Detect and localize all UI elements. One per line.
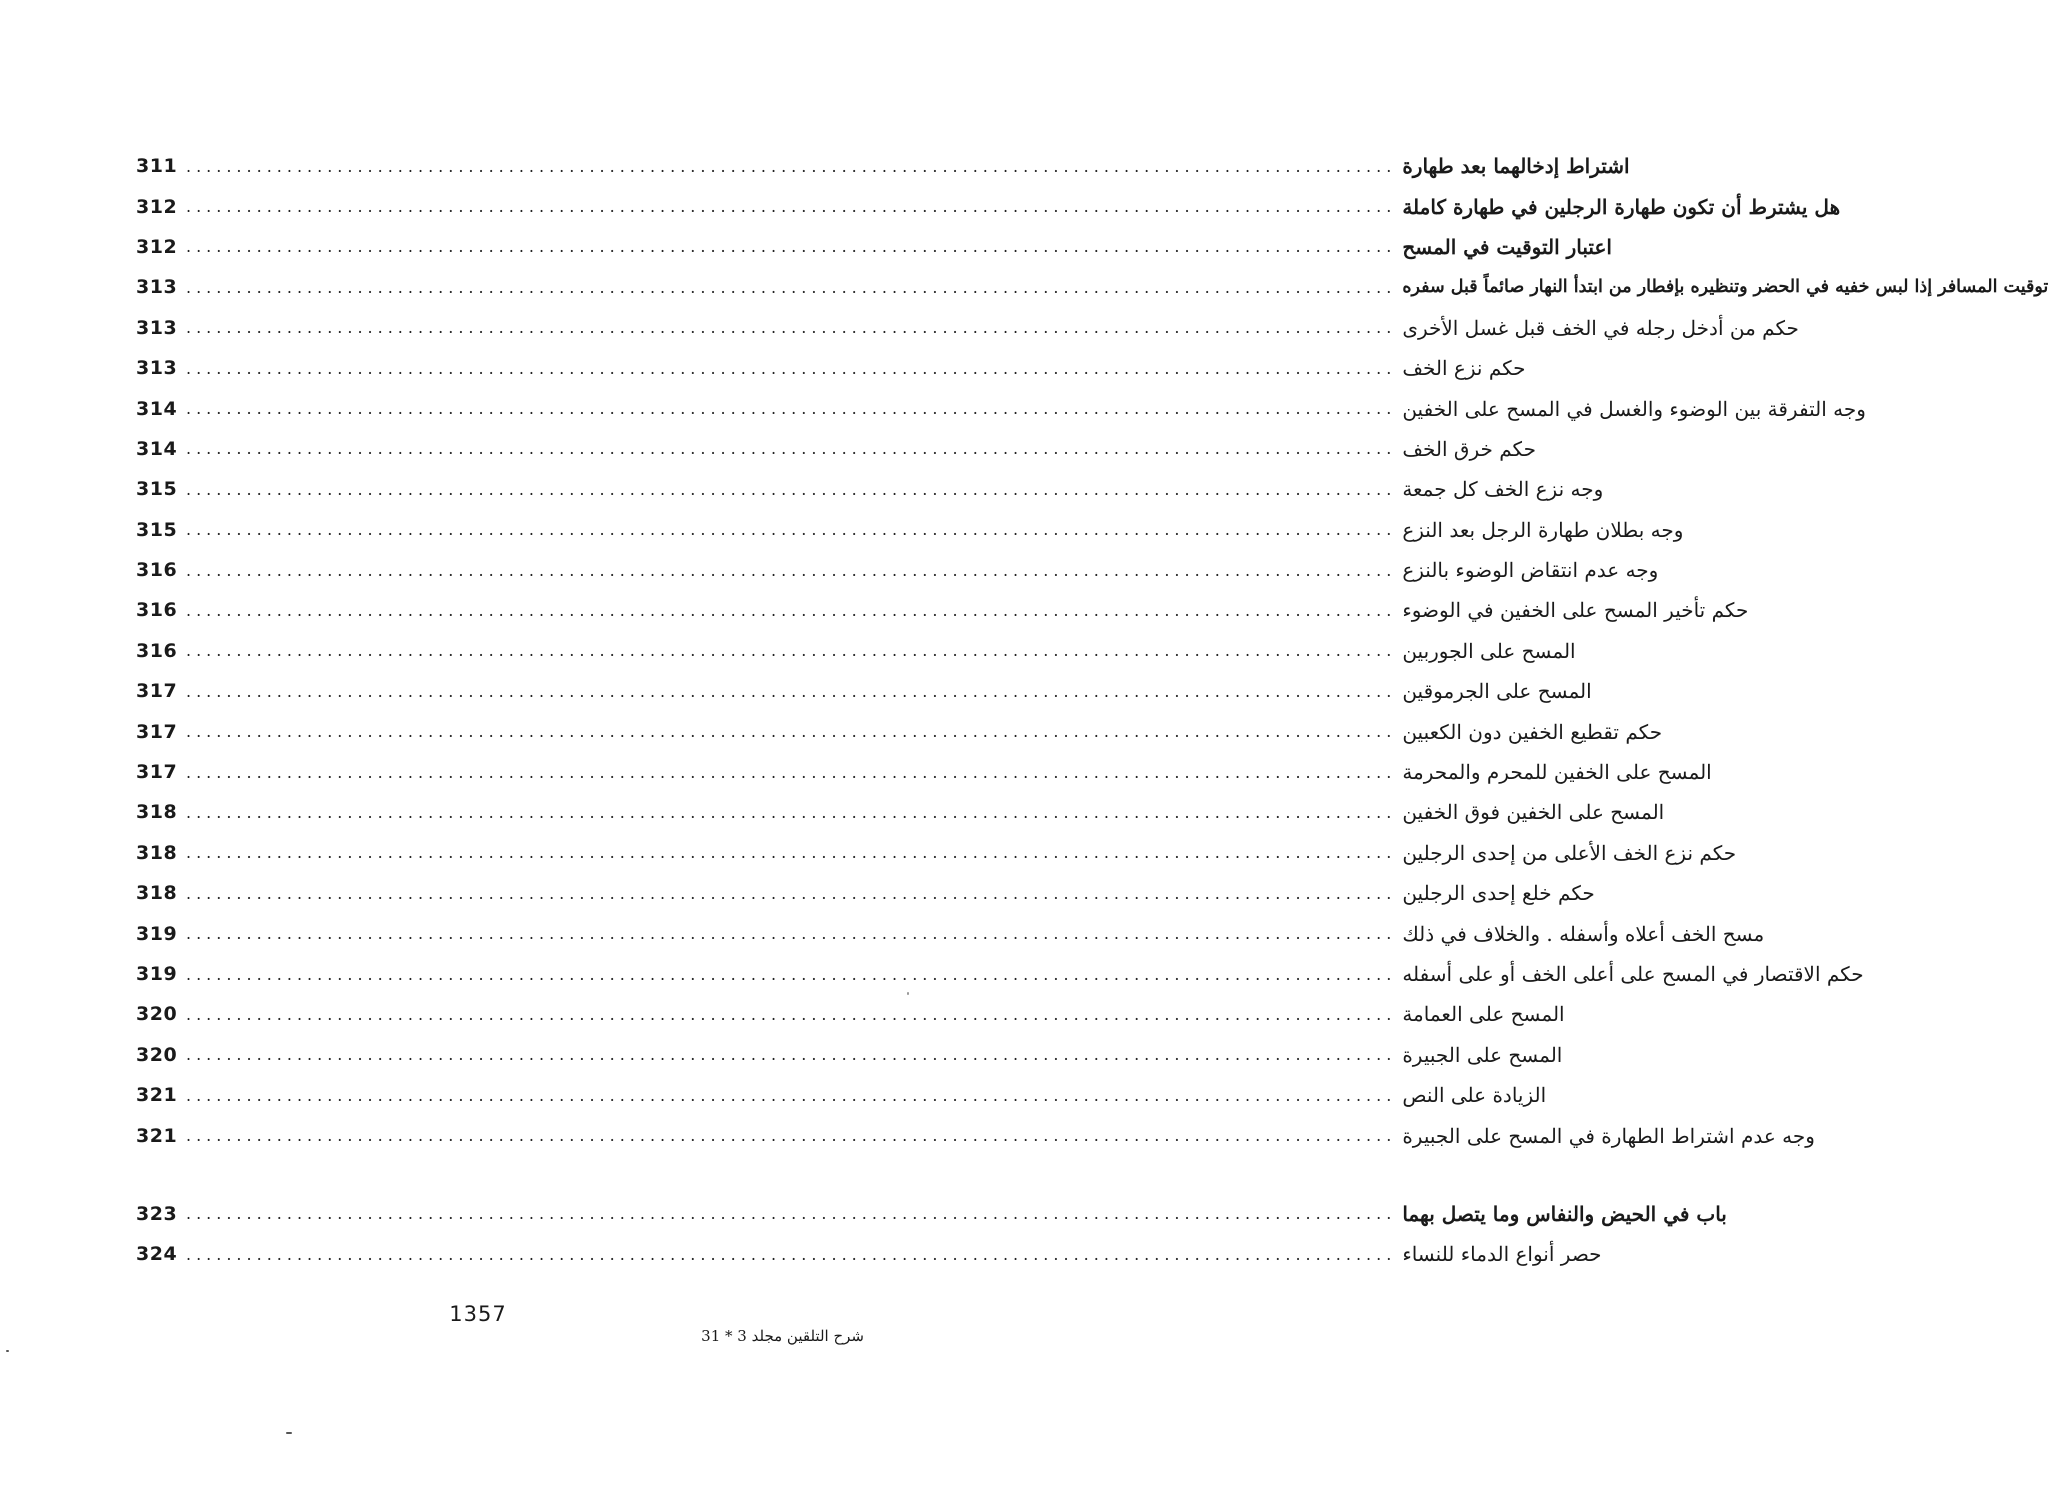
toc-entry xyxy=(136,752,1712,792)
dot-leader: ........................................................................................................................ xyxy=(186,883,1397,903)
toc-page-number: 320 xyxy=(136,1003,178,1026)
toc-entry xyxy=(136,510,1684,550)
toc-page-number: 313 xyxy=(136,316,178,339)
toc-section-main xyxy=(136,146,2048,1156)
toc-entry xyxy=(136,429,1536,469)
dot-leader: ........................................................................................................................ xyxy=(186,1085,1397,1105)
toc-entry xyxy=(136,267,2048,307)
section-gap xyxy=(136,1156,868,1194)
dot-leader: ........................................................................................................................ xyxy=(186,681,1397,701)
toc-entry-title: المسح على الجوربين xyxy=(1402,638,1576,663)
dot-leader: ........................................................................................................................ xyxy=(186,1004,1397,1024)
toc-page-number: 321 xyxy=(136,1084,178,1107)
toc-entry xyxy=(136,954,1864,994)
dot-leader: ........................................................................................................................ xyxy=(186,277,1397,297)
dot-leader: ........................................................................................................................ xyxy=(186,439,1397,459)
toc-entry xyxy=(136,1115,1815,1155)
toc-entry xyxy=(136,550,1659,590)
toc-page-number: 312 xyxy=(136,195,178,218)
toc-entry-title: وجه التفرقة بين الوضوء والغسل في المسح على الخفين xyxy=(1402,396,1866,421)
toc-page-number: 319 xyxy=(136,963,178,985)
toc-entry xyxy=(136,388,1866,428)
dot-leader: ........................................................................................................................ xyxy=(186,1244,1397,1264)
dot-leader: ........................................................................................................................ xyxy=(186,600,1397,620)
table-of-contents xyxy=(136,146,2048,1275)
dot-leader: ........................................................................................................................ xyxy=(186,1204,1397,1224)
toc-entry xyxy=(136,348,1526,388)
toc-entry-title: حكم الاقتصار في المسح على أعلى الخف أو على أسفله xyxy=(1402,962,1864,986)
dot-leader: ........................................................................................................................ xyxy=(186,399,1397,419)
toc-entry-title: المسح على الخفين فوق الخفين xyxy=(1402,800,1665,825)
toc-page-number: 317 xyxy=(136,720,178,743)
scan-speck xyxy=(286,1432,292,1434)
toc-entry-title: المسح على الخفين للمحرم والمحرمة xyxy=(1402,760,1712,785)
dot-leader: ........................................................................................................................ xyxy=(186,237,1397,257)
page-number: 1357 xyxy=(449,1302,507,1326)
toc-entry-title: حكم خلع إحدى الرجلين xyxy=(1402,881,1595,906)
toc-entry xyxy=(136,913,1765,953)
toc-entry-title: وجه بطلان طهارة الرجل بعد النزع xyxy=(1402,517,1684,542)
toc-entry xyxy=(136,308,1799,348)
toc-entry-title: وجه نزع الخف كل جمعة xyxy=(1402,477,1604,502)
dot-leader: ........................................................................................................................ xyxy=(186,641,1397,661)
toc-entry-title: هل يشترط أن تكون طهارة الرجلين في طهارة كاملة xyxy=(1402,194,1841,219)
toc-page-number: 317 xyxy=(136,680,178,703)
dot-leader: ........................................................................................................................ xyxy=(186,843,1397,863)
toc-page-number: 319 xyxy=(136,922,178,945)
dot-leader: ........................................................................................................................ xyxy=(186,1126,1397,1146)
toc-page-number: 313 xyxy=(136,357,178,380)
toc-entry-title: الزيادة على النص xyxy=(1402,1083,1547,1108)
toc-page-number: 316 xyxy=(136,599,178,622)
toc-entry xyxy=(136,469,1604,509)
toc-entry-title: اعتبار التوقيت في المسح xyxy=(1402,234,1612,259)
toc-page-number: 315 xyxy=(136,518,178,541)
dot-leader: ........................................................................................................................ xyxy=(186,358,1397,378)
dot-leader: ........................................................................................................................ xyxy=(186,197,1397,217)
toc-page-number: 316 xyxy=(136,559,178,582)
toc-entry xyxy=(136,994,1565,1034)
toc-entry-title: حكم نزع الخف xyxy=(1402,356,1526,381)
toc-page-number: 314 xyxy=(136,397,178,420)
scan-speck xyxy=(907,992,909,995)
dot-leader: ........................................................................................................................ xyxy=(186,1045,1397,1065)
toc-entry xyxy=(136,1234,1602,1274)
toc-entry xyxy=(136,873,1595,913)
toc-entry-title: المسح على الجبيرة xyxy=(1402,1042,1563,1067)
dot-leader: ........................................................................................................................ xyxy=(186,479,1397,499)
toc-entry-title: حكم من أدخل رجله في الخف قبل غسل الأخرى xyxy=(1402,315,1799,340)
toc-entry xyxy=(136,833,1737,873)
toc-section-chapter xyxy=(136,1194,1727,1275)
toc-page-number: 315 xyxy=(136,478,178,501)
scan-speck xyxy=(6,1350,9,1352)
toc-entry xyxy=(136,711,1663,751)
toc-entry-title: حكم نزع الخف الأعلى من إحدى الرجلين xyxy=(1402,840,1737,865)
toc-entry xyxy=(136,1075,1547,1115)
toc-entry-title: حكم تقطيع الخفين دون الكعبين xyxy=(1402,719,1663,744)
dot-leader: ........................................................................................................................ xyxy=(186,560,1397,580)
toc-page-number: 323 xyxy=(136,1202,178,1225)
footer-note: شرح التلقين مجلد 3 * 31 xyxy=(701,1327,864,1345)
toc-page-number: 320 xyxy=(136,1043,178,1066)
toc-entry-title: باب في الحيض والنفاس وما يتصل بهما xyxy=(1402,1201,1727,1226)
toc-entry xyxy=(136,671,1592,711)
dot-leader: ........................................................................................................................ xyxy=(186,318,1397,338)
toc-entry-title: وجه عدم انتقاض الوضوء بالنزع xyxy=(1402,558,1659,583)
dot-leader: ........................................................................................................................ xyxy=(186,924,1397,944)
toc-entry xyxy=(136,631,1576,671)
toc-entry xyxy=(136,186,1841,226)
toc-entry xyxy=(136,1194,1727,1234)
toc-page-number: 317 xyxy=(136,761,178,784)
toc-page-number: 314 xyxy=(136,437,178,460)
dot-leader: ........................................................................................................................ xyxy=(186,722,1397,742)
toc-entry-title: اشتراط إدخالهما بعد طهارة xyxy=(1402,154,1630,179)
toc-page-number: 318 xyxy=(136,882,178,905)
toc-entry xyxy=(136,792,1665,832)
toc-entry-title: حصر أنواع الدماء للنساء xyxy=(1402,1242,1602,1267)
toc-entry xyxy=(136,590,1749,630)
dot-leader: ........................................................................................................................ xyxy=(186,762,1397,782)
toc-page-number: 316 xyxy=(136,639,178,662)
toc-entry-title: وجه عدم اشتراط الطهارة في المسح على الجبيرة xyxy=(1402,1123,1815,1148)
toc-entry-title: حكم خرق الخف xyxy=(1402,436,1536,461)
toc-entry xyxy=(136,1035,1563,1075)
toc-entry-title: توقيت المسافر إذا لبس خفيه في الحضر وتنظيره بإفطار من ابتدأ النهار صائماً قبل سفره xyxy=(1402,277,2048,298)
toc-page-number: 318 xyxy=(136,841,178,864)
toc-entry-title: المسح على العمامة xyxy=(1402,1002,1565,1027)
toc-page-number: 321 xyxy=(136,1124,178,1147)
dot-leader: ........................................................................................................................ xyxy=(186,520,1397,540)
toc-entry xyxy=(136,146,1630,186)
dot-leader: ........................................................................................................................ xyxy=(186,802,1397,822)
toc-page-number: 313 xyxy=(136,276,178,299)
toc-entry-title: مسح الخف أعلاه وأسفله . والخلاف في ذلك xyxy=(1402,921,1765,946)
toc-page-number: 312 xyxy=(136,235,178,258)
toc-entry-title: المسح على الجرموقين xyxy=(1402,679,1592,704)
dot-leader: ........................................................................................................................ xyxy=(186,156,1397,176)
dot-leader: ........................................................................................................................ xyxy=(186,964,1397,984)
toc-page-number: 311 xyxy=(136,155,178,178)
toc-page-number: 324 xyxy=(136,1243,178,1266)
toc-page-number: 318 xyxy=(136,801,178,824)
toc-entry-title: حكم تأخير المسح على الخفين في الوضوء xyxy=(1402,598,1749,623)
toc-entry xyxy=(136,227,1612,267)
